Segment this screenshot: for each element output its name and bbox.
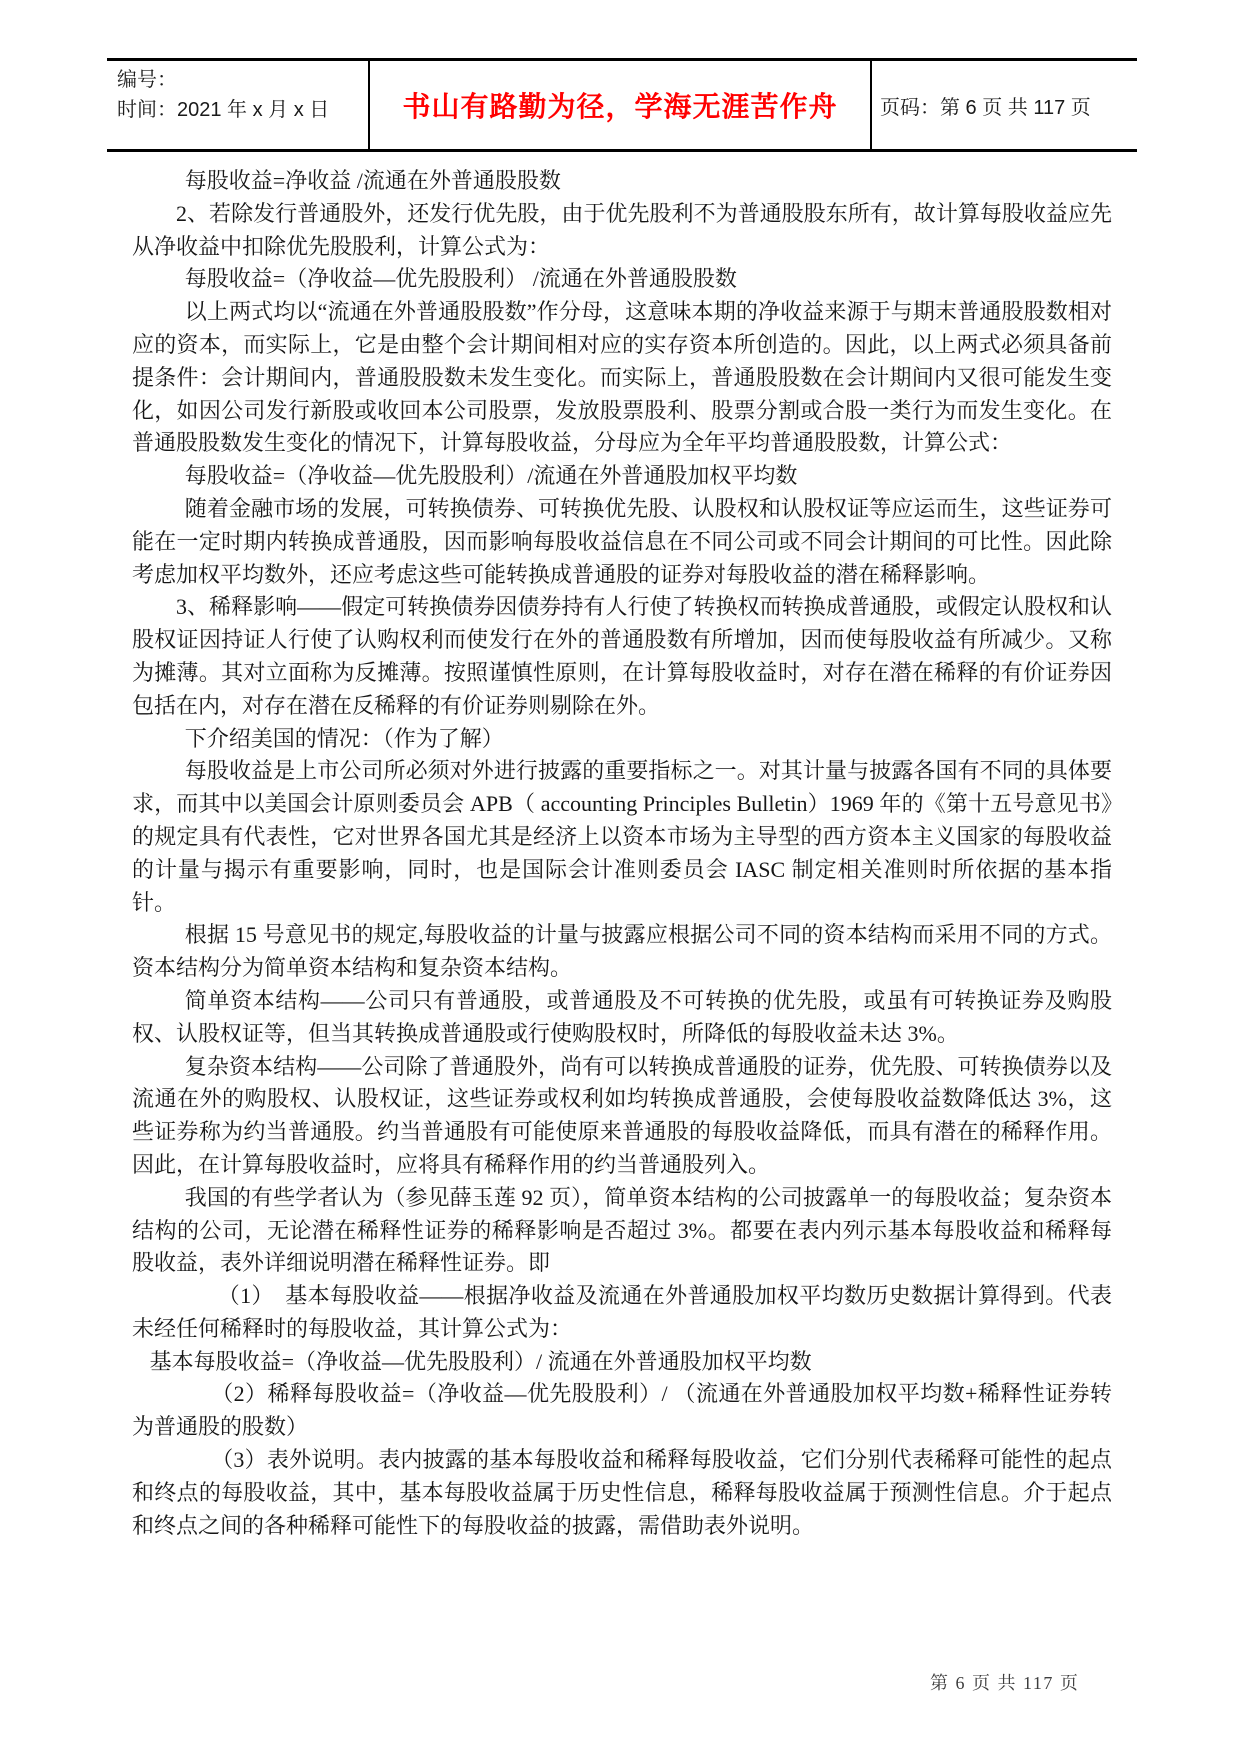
paragraph: 每股收益是上市公司所必须对外进行披露的重要指标之一。对其计量与披露各国有不同的具体要求，而其中以美国会计原则委员会 APB（ accounting Principles Bulletin）1969 年的《第十五号意见书》的规定具有代表性，它对世界各国尤其是经济上以资本市场为主导型的西方资本主义国家的每股收益的计量与揭示有重要影响，同时，也是国际会计准则委员会 IASC 制定相关准则时所依据的基本指针。	[132, 758, 1112, 915]
paragraph: 复杂资本结构——公司除了普通股外，尚有可以转换成普通股的证券，优先股、可转换债券以及流通在外的购股权、认股权证，这些证券或权利如均转换成普通股，会使每股收益数降低达 3%，这些证券称为约当普通股。约当普通股有可能使原来普通股的每股收益降低，而具有潜在的稀释作用。因此，在计算每股收益时，应将具有稀释作用的约当普通股列入。	[132, 1053, 1112, 1177]
footer-page-info: 第 6 页 共 117 页	[930, 1673, 1080, 1693]
paragraph: 简单资本结构——公司只有普通股，或普通股及不可转换的优先股，或虽有可转换证券及购股权、认股权证等，但当其转换成普通股或行使购股权时，所降低的每股收益未达 3%。	[132, 987, 1112, 1046]
header-cell-slogan	[370, 61, 872, 149]
paragraph: 每股收益=净收益 /流通在外普通股股数	[184, 168, 561, 193]
paragraph: （3）表外说明。表内披露的基本每股收益和稀释每股收益，它们分别代表稀释可能性的起点和终点的每股收益，其中，基本每股收益属于历史性信息，稀释每股收益属于预测性信息。介于起点和终点之间的各种稀释可能性下的每股收益的披露，需借助表外说明。	[132, 1447, 1112, 1538]
document-time-label: 时间：2021 年 x 月 x 日	[117, 99, 330, 121]
paragraph: 每股收益=（净收益—优先股股利）/流通在外普通股加权平均数	[184, 463, 798, 489]
header-cell-page-number	[872, 61, 1137, 149]
paragraph: 随着金融市场的发展，可转换债券、可转换优先股、认股权和认股权证等应运而生，这些证券可能在一定时期内转换成普通股，因而影响每股收益信息在不同公司或不同会计期间的可比性。因此除考虑加权平均数外，还应考虑这些可能转换成普通股的证券对每股收益的潜在稀释影响。	[132, 495, 1112, 587]
document-number-label: 编号：	[117, 69, 177, 91]
paragraph: 2、若除发行普通股外，还发行优先股，由于优先股利不为普通股股东所有，故计算每股收益应先从净收益中扣除优先股股利，计算公式为：	[132, 200, 1112, 259]
document-body	[132, 165, 1112, 1542]
paragraph: 根据 15 号意见书的规定,每股收益的计量与披露应根据公司不同的资本结构而采用不同的方式。资本结构分为简单资本结构和复杂资本结构。	[132, 922, 1112, 981]
paragraph: 以上两式均以“流通在外普通股股数”作分母，这意味本期的净收益来源于与期末普通股股数相对应的资本，而实际上，它是由整个会计期间相对应的实存资本所创造的。因此，以上两式必须具备前提条件：会计期间内，普通股股数未发生变化。而实际上，普通股股数在会计期间内又很可能发生变化，如因公司发行新股或收回本公司股票，发放股票股利、股票分割或合股一类行为而发生变化。在普通股股数发生变化的情况下，计算每股收益，分母应为全年平均普通股股数，计算公式：	[132, 299, 1112, 456]
header-cell-meta	[107, 61, 370, 149]
page-header-table	[107, 58, 1137, 152]
paragraph: （2）稀释每股收益=（净收益—优先股股利）/ （流通在外普通股加权平均数+稀释性证券转为普通股的股数）	[132, 1381, 1112, 1440]
paragraph: 基本每股收益=（净收益—优先股股利）/ 流通在外普通股加权平均数	[149, 1348, 812, 1374]
paragraph: 下介绍美国的情况：（作为了解）	[184, 725, 504, 751]
paragraph: 每股收益=（净收益—优先股股利） /流通在外普通股股数	[184, 266, 737, 292]
paragraph: 3、稀释影响——假定可转换债券因债券持有人行使了转换权而转换成普通股，或假定认股权和认股权证因持证人行使了认购权利而使发行在外的普通股数有所增加，因而使每股收益有所减少。又称为摊薄。其对立面称为反摊薄。按照谨慎性原则，在计算每股收益时，对存在潜在稀释的有价证券因包括在内，对存在潜在反稀释的有价证券则剔除在外。	[132, 594, 1112, 718]
paragraph: （1） 基本每股收益——根据净收益及流通在外普通股加权平均数历史数据计算得到。代表未经任何稀释时的每股收益，其计算公式为：	[132, 1283, 1112, 1341]
paragraph: 我国的有些学者认为（参见薛玉莲 92 页），简单资本结构的公司披露单一的每股收益；复杂资本结构的公司，无论潜在稀释性证券的稀释影响是否超过 3%。都要在表内列示基本每股收益和稀释每股收益，表外详细说明潜在稀释性证券。即	[132, 1184, 1112, 1276]
page-number-label: 页码：第 6 页 共 117 页	[880, 96, 1091, 119]
red-slogan-text: 书山有路勤为径，学海无涯苦作舟	[402, 92, 838, 123]
